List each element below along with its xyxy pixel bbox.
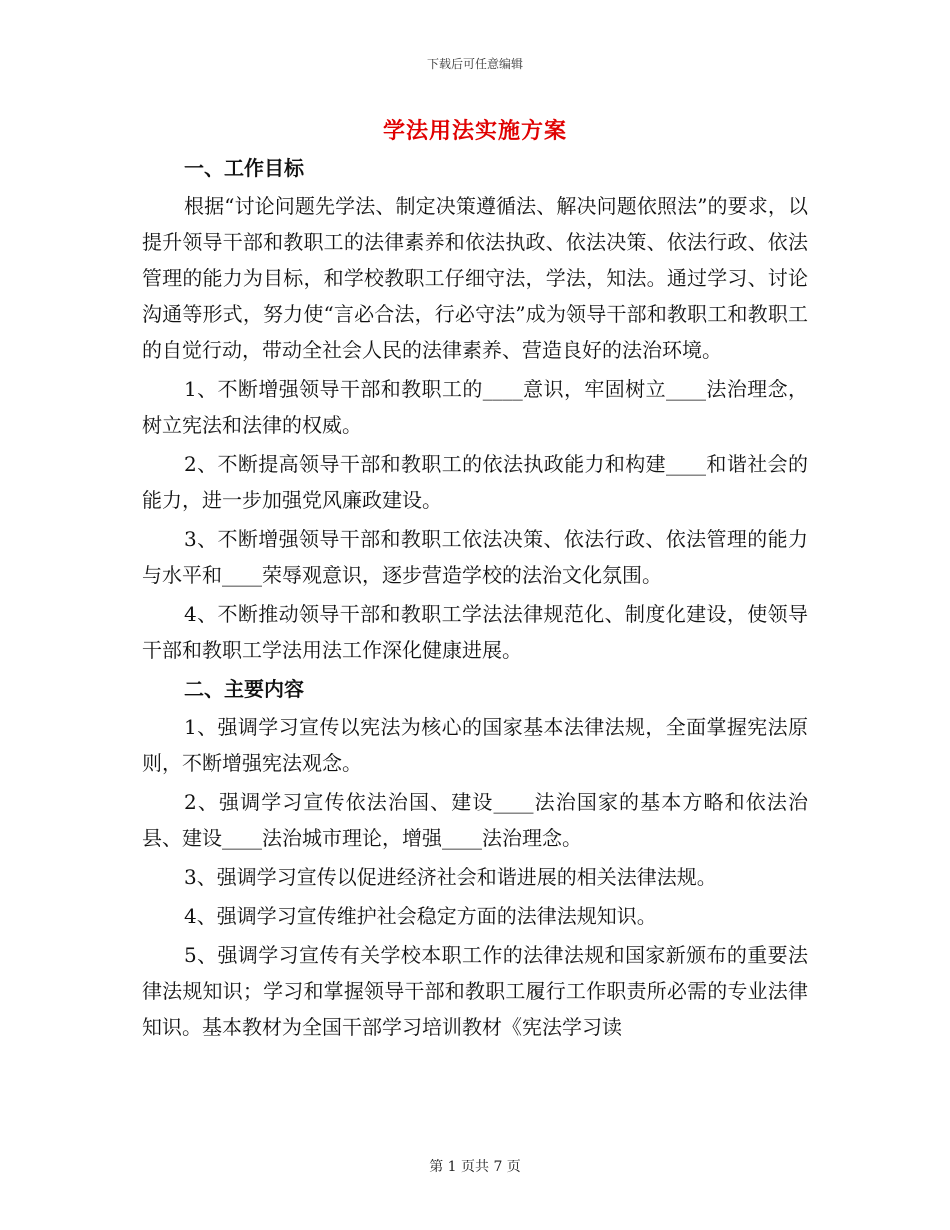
paragraph: 1、强调学习宣传以宪法为核心的国家基本法律法规，全面掌握宪法原则，不断增强宪法观念。	[142, 715, 808, 775]
paragraph: 4、强调学习宣传维护社会稳定方面的法律法规知识。	[184, 904, 657, 928]
paragraph: 4、不断推动领导干部和教职工学法法律规范化、制度化建设，使领导干部和教职工学法用法工作深化健康进展。	[142, 602, 808, 662]
paragraph: 1、不断增强领导干部和教职工的____意识，牢固树立____法治理念，树立宪法和法律的权威。	[142, 377, 808, 437]
section-heading: 一、工作目标	[184, 156, 304, 180]
header-note: 下载后可任意编辑	[426, 57, 523, 71]
paragraph: 5、强调学习宣传有关学校本职工作的法律法规和国家新颁布的重要法律法规知识；学习和掌握领导干部和教职工履行工作职责所必需的专业法律知识。基本教材为全国干部学习培训教材《宪法学习读	[142, 943, 808, 1039]
paragraph: 2、强调学习宣传依法治国、建设____法治国家的基本方略和依法治县、建设____法治城市理论，增强____法治理念。	[142, 790, 808, 850]
section-main-content	[142, 671, 808, 1045]
paragraph: 2、不断提高领导干部和教职工的依法执政能力和构建____和谐社会的能力，进一步加强党风廉政建设。	[142, 452, 808, 512]
document-body	[142, 150, 808, 1048]
paragraph: 3、强调学习宣传以促进经济社会和谐进展的相关法律法规。	[184, 865, 717, 889]
page-number: 第 1 页共 7 页	[429, 1159, 521, 1175]
paragraph: 根据“讨论问题先学法、制定决策遵循法、解决问题依照法”的要求，以提升领导干部和教职工的法律素养和依法执政、依法决策、依法行政、依法管理的能力为目标，和学校教职工仔细守法，学法，知法。通过学习、讨论沟通等形式，努力使“言必合法，行必守法”成为领导干部和教职工和教职工的自觉行动，带动全社会人民的法律素养、营造良好的法治环境。	[142, 194, 808, 362]
document-title: 学法用法实施方案	[382, 118, 567, 144]
section-heading: 二、主要内容	[184, 677, 304, 701]
paragraph: 3、不断增强领导干部和教职工依法决策、依法行政、依法管理的能力与水平和____荣辱观意识，逐步营造学校的法治文化氛围。	[142, 527, 808, 587]
section-work-goals	[142, 150, 808, 668]
